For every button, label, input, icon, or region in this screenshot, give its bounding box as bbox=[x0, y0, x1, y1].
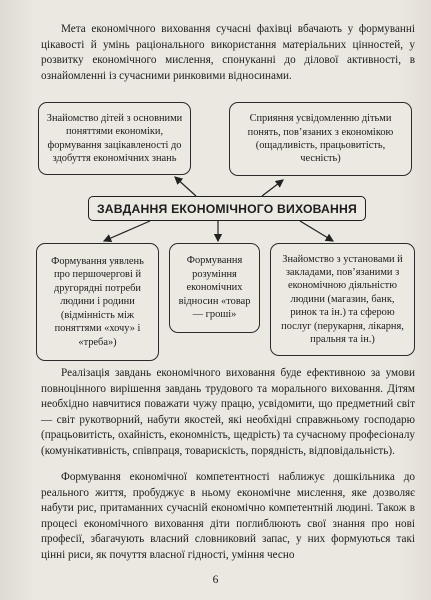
box-text: Знайомство з установами й закладами, пов’язаними з економічною діяльністю людини (магазин, банк, ринок та ін.) та сферою послуг (перукарня, лікарня, пральня та ін.) bbox=[281, 253, 404, 346]
box-text: Знайомство дітей з основними поняттями економіки, формування зацікавленості до здобуття економічних знань bbox=[46, 112, 183, 164]
box-text: Сприяння усвідомленню дітьми понять, пов’язаних з економікою (ощадливість, працьовитість, чесність) bbox=[247, 113, 394, 165]
diagram-box-top-left bbox=[38, 102, 191, 175]
page-number: 6 bbox=[212, 574, 219, 586]
intro-paragraph: Мета економічного виховання сучасні фахівці вбачають у формуванні цікавості й умінь раціонального використання матеріальних цінностей, у розвитку економічного мислення, спонуканні до ділової активності, в ознайомленні із сучасними ринковими відносинами. bbox=[41, 23, 415, 82]
box-text: Формування розуміння економічних відносин «товар — гроші» bbox=[178, 255, 251, 321]
diagram-box-bottom-center bbox=[169, 243, 260, 333]
paragraph-3: Формування економічної компетентності наближує дошкільника до реального життя, пробуджує в ньому економічне мислення, яке дозволяє набути рис, притаманних сучасній економічно компетентній людині. Також в процесі економічного виховання діти поглиблюють свої знання про нові професії, збагачують власний словниковий запас, у них формуються такі цінні риси, як почуття власної гідності, уміння чесно bbox=[41, 471, 415, 561]
box-text: Формування уявлень про першочергові й другорядні потреби людини і родини (відмінність між поняттями «хочу» і «треба») bbox=[51, 256, 144, 348]
diagram-title: ЗАВДАННЯ ЕКОНОМІЧНОГО ВИХОВАННЯ bbox=[88, 196, 366, 221]
diagram-box-bottom-left bbox=[36, 243, 159, 361]
diagram-box-top-right bbox=[229, 102, 412, 176]
diagram-box-bottom-right bbox=[270, 243, 415, 356]
paragraph-2: Реалізація завдань економічного виховання буде ефективною за умови повноцінного вирішення завдань трудового та морального виховання. Дітям необхідно навчитися поважати чужу працю, усвідомити, що предметний світ — світ рукотворний, набути якостей, які необхідні справжньому господарю (працьовитість, охайність, економність, щедрість) та сучасному професіоналу (комунікативність, співпраця, товарискість, порядність, відповідальність). bbox=[41, 367, 415, 457]
